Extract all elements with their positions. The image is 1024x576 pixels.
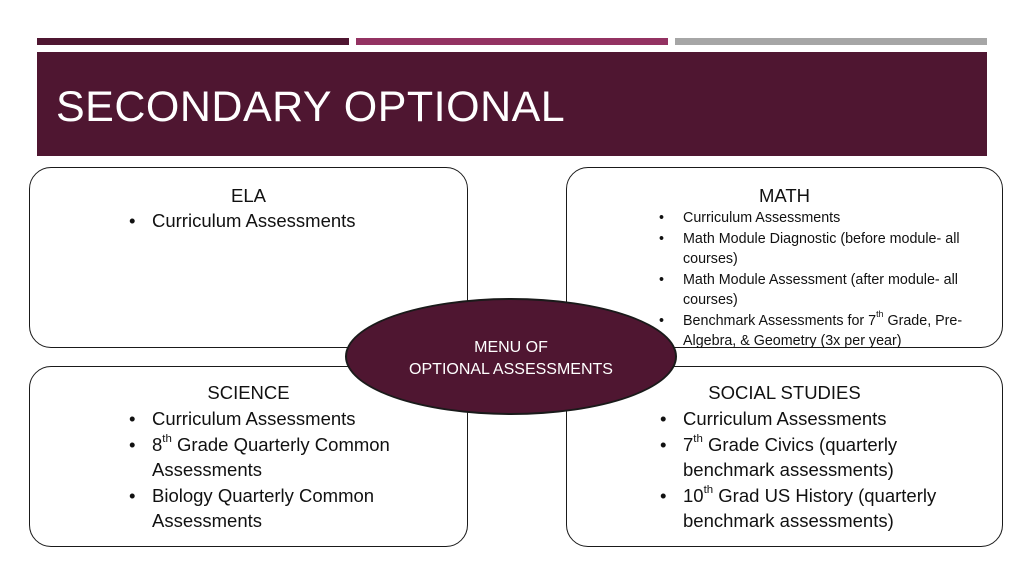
science-item [122,432,422,483]
social-studies-item [653,483,973,534]
science-item: • Biology Quarterly Common Assessments [122,483,422,534]
science-title: SCIENCE [207,382,290,403]
social-studies-item: • Curriculum Assessments [653,406,973,432]
social-studies-item-text: 7 [683,433,694,455]
center-label [347,337,675,381]
center-label-line1: MENU OF [474,339,548,356]
accent-bar-gray [675,38,987,45]
ela-item: • Curriculum Assessments [122,208,452,234]
math-item [653,311,991,352]
social-studies-item-text: 10 [683,484,704,506]
science-item: • Curriculum Assessments [122,406,422,432]
math-item: • Math Module Diagnostic (before module- all courses) [653,229,991,270]
accent-bar-dark [37,38,349,45]
title-banner [37,52,987,156]
ela-title: ELA [231,185,266,206]
social-studies-list [653,406,973,534]
center-ellipse [345,298,677,415]
social-studies-title: SOCIAL STUDIES [708,382,861,403]
science-item-text: 8 [152,433,163,455]
center-label-line2: OPTIONAL ASSESSMENTS [409,361,613,378]
math-item: • Math Module Assessment (after module- all courses) [653,270,991,311]
social-studies-item [653,432,973,483]
math-list [653,208,991,352]
social-studies-item-sup: th [693,432,703,445]
ela-list [122,208,452,234]
social-studies-item-sup: th [703,483,714,496]
social-studies-item-text: Grade Civics (quarterly benchmark assessments) [683,433,898,480]
math-title: MATH [758,185,811,206]
math-item-text: Grade, Pre-Algebra, & Geometry (3x per year) [683,312,963,349]
math-item-sup: th [876,309,884,320]
accent-bar-magenta [356,38,668,45]
science-item-text: Grade Quarterly Common Assessments [152,433,390,480]
slide-title: SECONDARY OPTIONAL [56,83,566,131]
math-item: • Curriculum Assessments [653,208,991,229]
science-list [122,406,422,534]
social-studies-item-text: Grad US History (quarterly benchmark assessments) [683,484,937,531]
science-item-sup: th [162,432,172,445]
math-item-text: Benchmark Assessments for 7 [683,312,877,329]
